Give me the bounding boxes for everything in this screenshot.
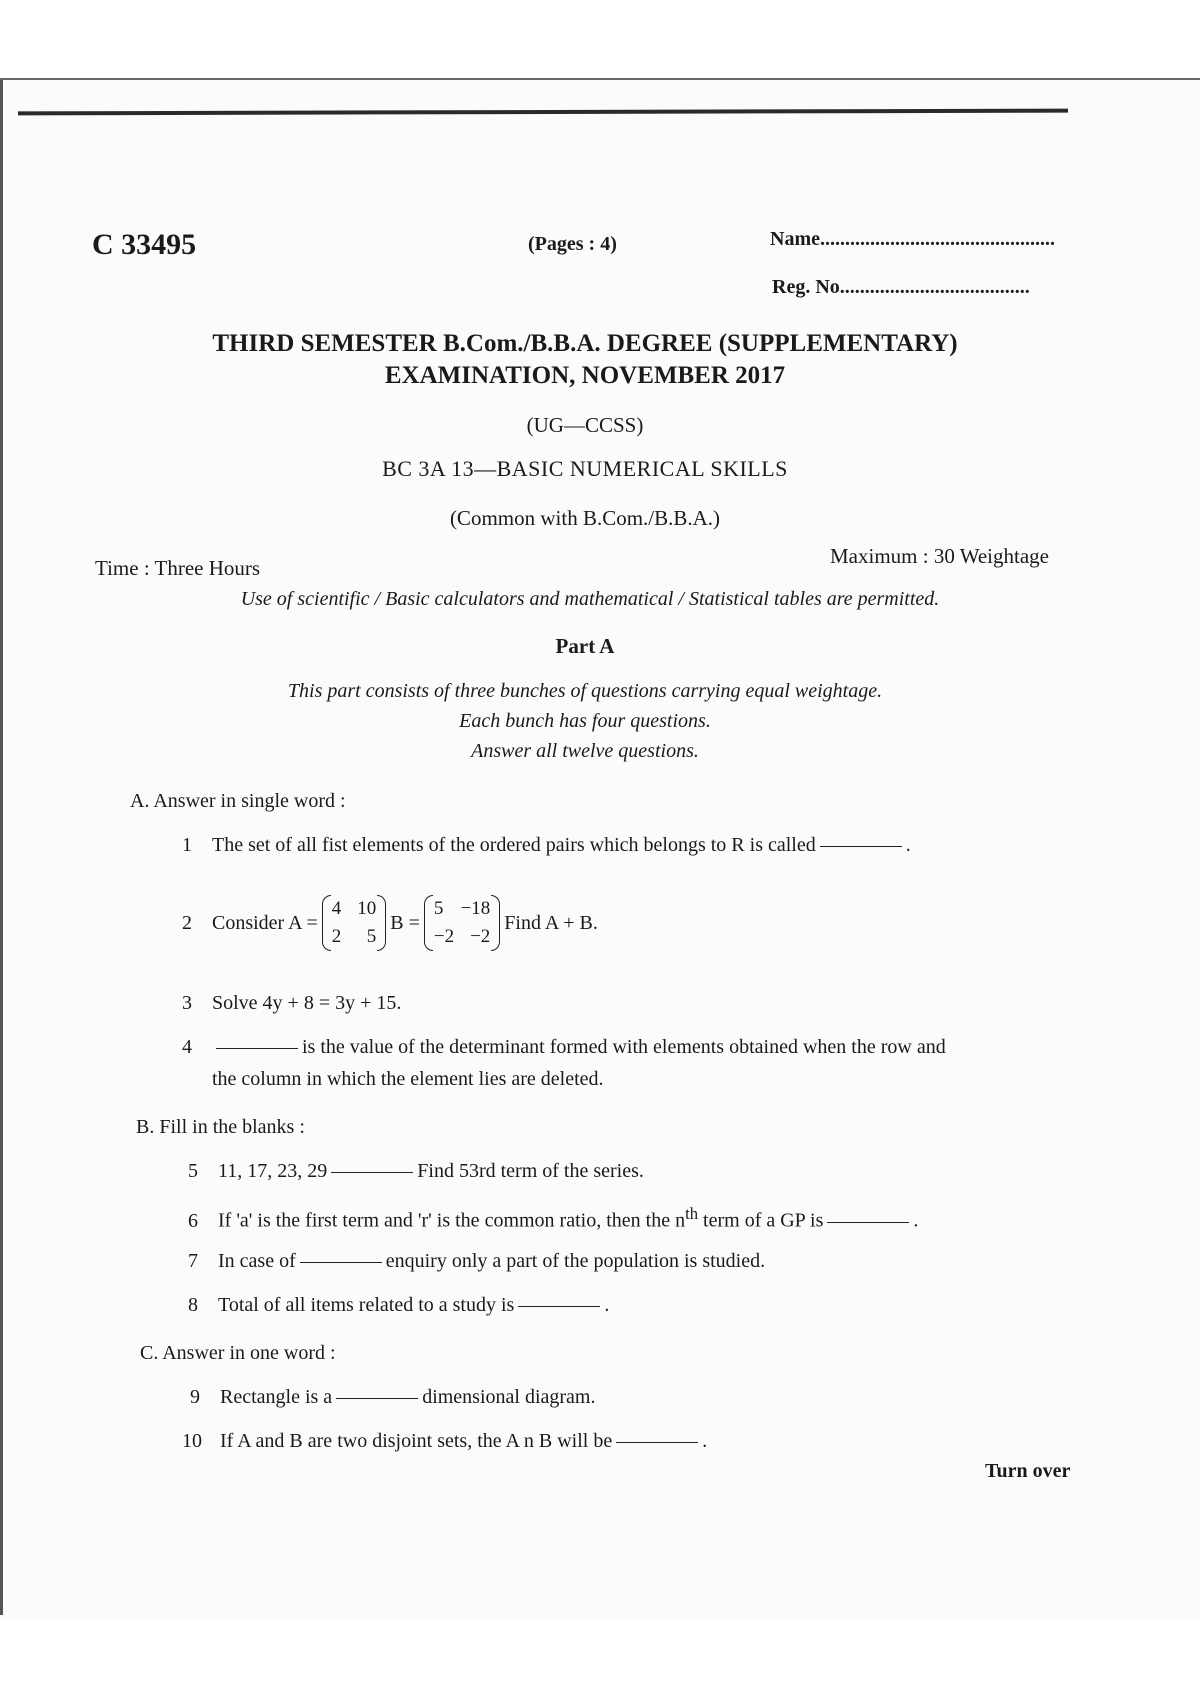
- question-text: enquiry only a part of the population is studied.: [385, 1250, 766, 1272]
- question-2: [182, 895, 598, 951]
- question-text: dimensional diagram.: [422, 1386, 596, 1408]
- scheme: (UG—CCSS): [526, 413, 644, 437]
- question-number: 4: [182, 1036, 192, 1058]
- reg-dots: ......................................: [839, 276, 1030, 298]
- paper-code: C 33495: [92, 228, 197, 261]
- exam-title-line1: THIRD SEMESTER B.Com./B.B.A. DEGREE (SUPPLEMENTARY): [212, 330, 958, 357]
- question-text: Consider A =: [212, 911, 318, 934]
- name-label: Name: [770, 228, 820, 250]
- page-edge-left: [0, 80, 3, 1615]
- part-a-instruction-2: Each bunch has four questions.: [459, 710, 711, 732]
- question-number: 10: [182, 1430, 202, 1452]
- time-allowed: Time : Three Hours: [95, 556, 261, 580]
- question-8: 8 Total of all items related to a study is .: [188, 1294, 610, 1316]
- course-title: BC 3A 13—BASIC NUMERICAL SKILLS: [382, 456, 788, 481]
- question-4-continued: the column in which the element lies are deleted.: [212, 1068, 604, 1090]
- question-7: [188, 1250, 765, 1273]
- matrix-cell: 5: [433, 898, 444, 919]
- page-count: (Pages : 4): [528, 233, 617, 255]
- answer-blank: [616, 1442, 698, 1443]
- section-b-heading: B. Fill in the blanks :: [136, 1116, 305, 1138]
- question-6: 6 If 'a' is the first term and 'r' is the common ratio, then the $n^{th}$ term of a GP is .: [188, 1204, 919, 1232]
- answer-blank: [331, 1172, 413, 1173]
- reg-no-field: [772, 276, 1030, 299]
- question-9: [190, 1386, 595, 1409]
- page-edge-top: [0, 78, 1200, 80]
- matrix-cell: 5: [366, 926, 377, 947]
- question-text: 11, 17, 23, 29: [218, 1160, 328, 1182]
- answer-blank: [518, 1306, 600, 1307]
- question-text: Total of all items related to a study is: [218, 1294, 515, 1316]
- matrix-cell: 10: [357, 898, 377, 919]
- answer-blank: [827, 1222, 909, 1223]
- question-text: Find 53rd term of the series.: [417, 1160, 644, 1182]
- matrix-cell: −2: [470, 926, 491, 947]
- section-c-heading: C. Answer in one word :: [140, 1342, 336, 1364]
- question-number: 3: [182, 992, 192, 1014]
- part-a-heading: Part A: [555, 634, 615, 658]
- question-text: Rectangle is a: [220, 1386, 333, 1408]
- maximum-weightage: Maximum : 30 Weightage: [830, 544, 1049, 568]
- question-1: 1 The set of all fist elements of the ordered pairs which belongs to R is called .: [182, 834, 911, 856]
- question-text: term of a GP is: [698, 1209, 824, 1232]
- matrix-cell: 4: [331, 898, 342, 919]
- question-10: 10 If A and B are two disjoint sets, the A n B will be .: [182, 1430, 708, 1452]
- answer-blank: [216, 1048, 298, 1049]
- common-with: (Common with B.Com./B.B.A.): [449, 506, 721, 530]
- name-field: [770, 228, 1055, 251]
- question-number: 1: [182, 834, 192, 856]
- section-a-heading: A. Answer in single word :: [130, 790, 346, 812]
- matrix-cell: 2: [331, 926, 342, 947]
- question-text: Find A + B.: [504, 911, 598, 934]
- matrix-cell: −2: [433, 926, 455, 947]
- question-text: If A and B are two disjoint sets, the A n B will be: [220, 1430, 613, 1452]
- question-text: is the value of the determinant formed with elements obtained when the row and: [302, 1036, 946, 1058]
- part-a-instruction-1: This part consists of three bunches of questions carrying equal weightage.: [287, 680, 883, 702]
- question-number: 9: [190, 1386, 200, 1408]
- superscript: th: [685, 1204, 699, 1223]
- question-text: In case of: [218, 1250, 296, 1272]
- question-number: 2: [182, 911, 192, 934]
- question-number: 7: [188, 1250, 198, 1272]
- question-text: The set of all fist elements of the ordered pairs which belongs to R is called: [212, 834, 816, 856]
- question-number: 8: [188, 1294, 198, 1316]
- part-a-instruction-3: Answer all twelve questions.: [471, 740, 699, 762]
- matrix-b: [424, 895, 500, 951]
- question-4: [182, 1036, 1102, 1059]
- name-dots: ...............................................: [819, 228, 1055, 250]
- question-text: If 'a' is the first term and 'r' is the common ratio, then the n: [218, 1209, 686, 1232]
- calculator-instruction: Use of scientific / Basic calculators and mathematical / Statistical tables are permitted.: [240, 588, 940, 610]
- answer-blank: [820, 846, 902, 847]
- question-5: [188, 1160, 644, 1183]
- matrix-cell: −18: [460, 898, 491, 919]
- question-3: [182, 992, 401, 1015]
- question-number: 5: [188, 1160, 198, 1182]
- question-number: 6: [188, 1209, 198, 1232]
- question-text: Solve 4y + 8 = 3y + 15.: [212, 992, 402, 1014]
- exam-title-line2: EXAMINATION, NOVEMBER 2017: [384, 362, 786, 389]
- turn-over-note: Turn over: [985, 1460, 1071, 1482]
- question-text: B =: [390, 911, 420, 934]
- answer-blank: [336, 1398, 418, 1399]
- matrix-a: [322, 895, 387, 951]
- reg-label: Reg. No: [772, 276, 840, 298]
- answer-blank: [300, 1262, 382, 1263]
